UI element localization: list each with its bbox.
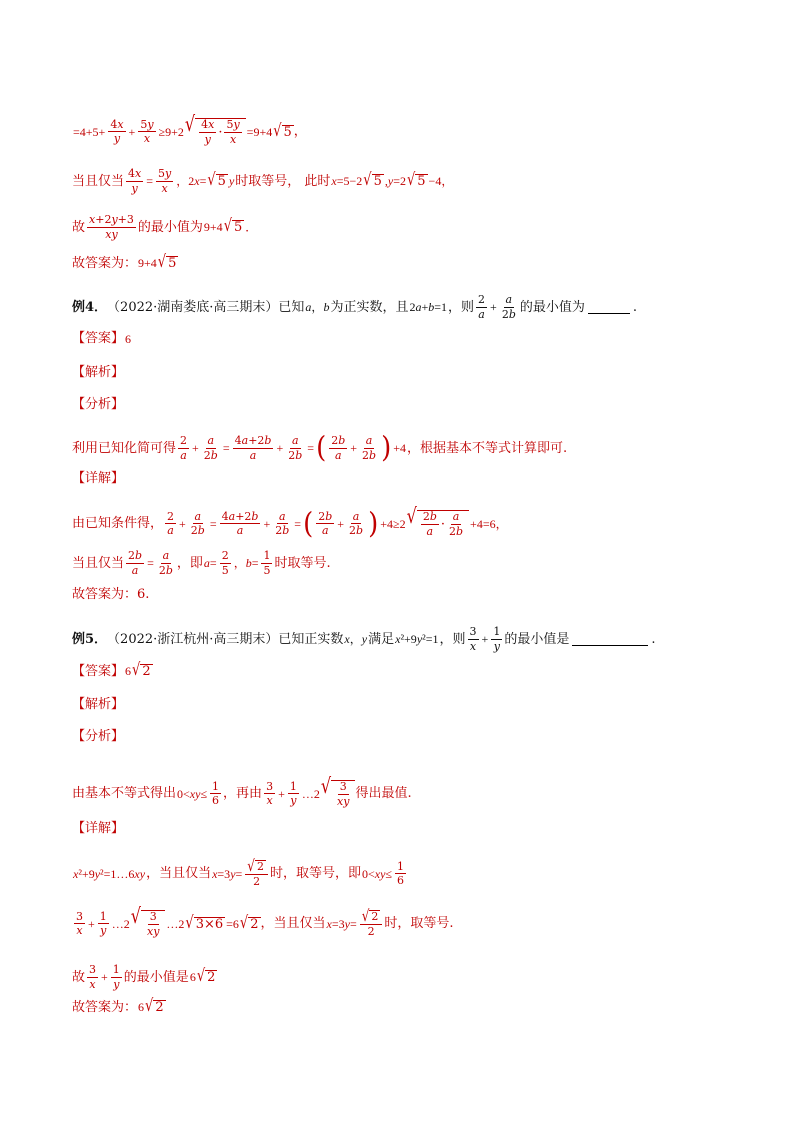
answer-5: 【答案】 6 √ 2 [72,660,151,681]
text: 时，取等号. [384,916,454,932]
answer-label: 【答案】 [72,331,125,346]
xiangjie-5-line-3: 故 $\frac{3}{x}$ + $\frac{1}{y}$ 的最小值是 6 √ 2 [72,963,216,991]
text: 故答案为： [72,255,138,271]
text: 的最小值为 [137,219,203,235]
text: 故答案为：6. [72,587,150,602]
text: ，根据基本不等式计算即可. [407,440,568,456]
text: 时取等号， 此时 [235,173,331,189]
answer-blank[interactable] [572,633,648,646]
answer-line-3: 故答案为： 9+4 √ 5 [72,252,177,273]
punct: ， [293,124,307,140]
answer-line-4 [72,588,734,601]
xiangjie-heading-4: 【详解】 [72,471,125,486]
jiexi-heading-4: 【解析】 [72,365,125,380]
text: 故答案为： [72,999,138,1015]
text: 为正实数，且 [330,299,409,315]
text: 时取等号. [274,555,331,571]
text: 故 [72,969,86,985]
answer-4 [72,332,734,345]
xiangjie-5-line-2: $\frac{3}{x}$ + $\frac{1}{y}$ …2 √ $\frac{3}{xy}$ …2 √ 3×6 =6 √ 2 ，当且仅当 x =3 y = √ 2 2 时，取等号. [76,903,454,938]
text: 时，取等号，即 [269,866,361,882]
text: ，即 [176,555,203,571]
xiangjie-4-line-1: 由已知条件得， $\frac{2}{a}$ + $\frac{a}{2b}$ = $\frac{4a+2b}{a}$ + $\frac{a}{2b}$ = ( $\frac{2b}{a}$ + $\frac{a}{2b}$ ) +4≥2 √ $\frac{2b}{a}$ · $\frac{a}{2b}$ +4=6， [72,503,508,541]
source: （2022·浙江杭州·高三期末） [107,631,279,647]
source: （2022·湖南娄底·高三期末） [107,299,279,315]
text: ，当且仅当 [146,866,212,882]
answer-value: 6 [125,331,132,346]
answer-blank[interactable] [588,301,630,314]
text: ，再由 [223,786,263,802]
xiangjie-heading-5: 【详解】 [72,821,125,836]
derivation-line-1: =4+5+ $\frac{4x}{y}$ + $\frac{5y}{x}$ ≥9+2 √ $\frac{4x}{y}$ · $\frac{5y}{x}$ =9+4 √ 5 ， [73,111,307,146]
answer-line-5: 故答案为： 6 √ 2 [72,996,164,1017]
text: 利用已知化简可得 [72,440,177,456]
example-label: 例4． [72,299,108,315]
text: 得出最值. [355,786,412,802]
text: 由已知条件得， [72,516,164,532]
text: 当且仅当 [72,555,125,571]
fenxi-4-text: 利用已知化简可得 $\frac{2}{a}$ + $\frac{a}{2b}$ = $\frac{4a+2b}{a}$ + $\frac{a}{2b}$ = ( $\frac{2b}{a}$ + $\frac{a}{2b}$ ) +4 ，根据基本不等式计算即可. [72,431,568,465]
text: 满足 [368,631,395,647]
text: ，则 [448,299,475,315]
derivation-line-2: 当且仅当 $\frac{4x}{y}$ = $\frac{5y}{x}$ ，2 x = √ 5 y 时取等号， 此时 x =5−2 √ 5 , y =2 √ 5 −4， [72,167,454,195]
example-4-question: 例4． （2022·湖南娄底·高三期末） 已知 a ， b 为正实数，且 2 a + b =1 ，则 $\frac{2}{a}$ + $\frac{a}{2b}$ 的最小值为 . [72,293,638,321]
fenxi-heading-4: 【分析】 [72,397,125,412]
text: 故 [72,219,86,235]
text: 当且仅当 [72,173,125,189]
text: ，则 [439,631,466,647]
example-label: 例5． [72,631,108,647]
text: 已知 [278,299,305,315]
text: 已知正实数 [278,631,344,647]
text: 的最小值为 [519,299,585,315]
xiangjie-4-line-2: 当且仅当 $\frac{2b}{a}$ = $\frac{a}{2b}$ ，即 a = $\frac{2}{5}$ ， b = $\frac{1}{5}$ 时取等号. [72,549,331,577]
text: 的最小值是 [504,631,570,647]
xiangjie-5-line-1: x ²+9 y ²=1…6 xy ，当且仅当 x =3 y = √ 2 2 时，取等号，即 0< xy ≤ $\frac{1}{6}$ [73,856,404,888]
derivation-line-3: 故 $\frac{x+2y+3}{xy}$ 的最小值为 9+4 √ 5 ． [72,213,258,241]
fenxi-heading-5: 【分析】 [72,729,125,744]
fenxi-5-text: 由基本不等式得出 0< xy ≤ $\frac{1}{6}$ ，再由 $\frac{3}{x}$ + $\frac{1}{y}$ …2 √ $\frac{3}{xy}$ 得出最值. [72,773,412,808]
example-5-question: 例5． （2022·浙江杭州·高三期末） 已知正实数 x ， y 满足 x ²+9 y ²=1 ，则 $\frac{3}{x}$ + $\frac{1}{y}$ 的最小值是 . [72,625,656,653]
text: 的最小值是 [123,969,189,985]
jiexi-heading-5: 【解析】 [72,697,125,712]
text: ，当且仅当 [260,916,326,932]
answer-label: 【答案】 [72,663,125,679]
text: 由基本不等式得出 [72,786,177,802]
